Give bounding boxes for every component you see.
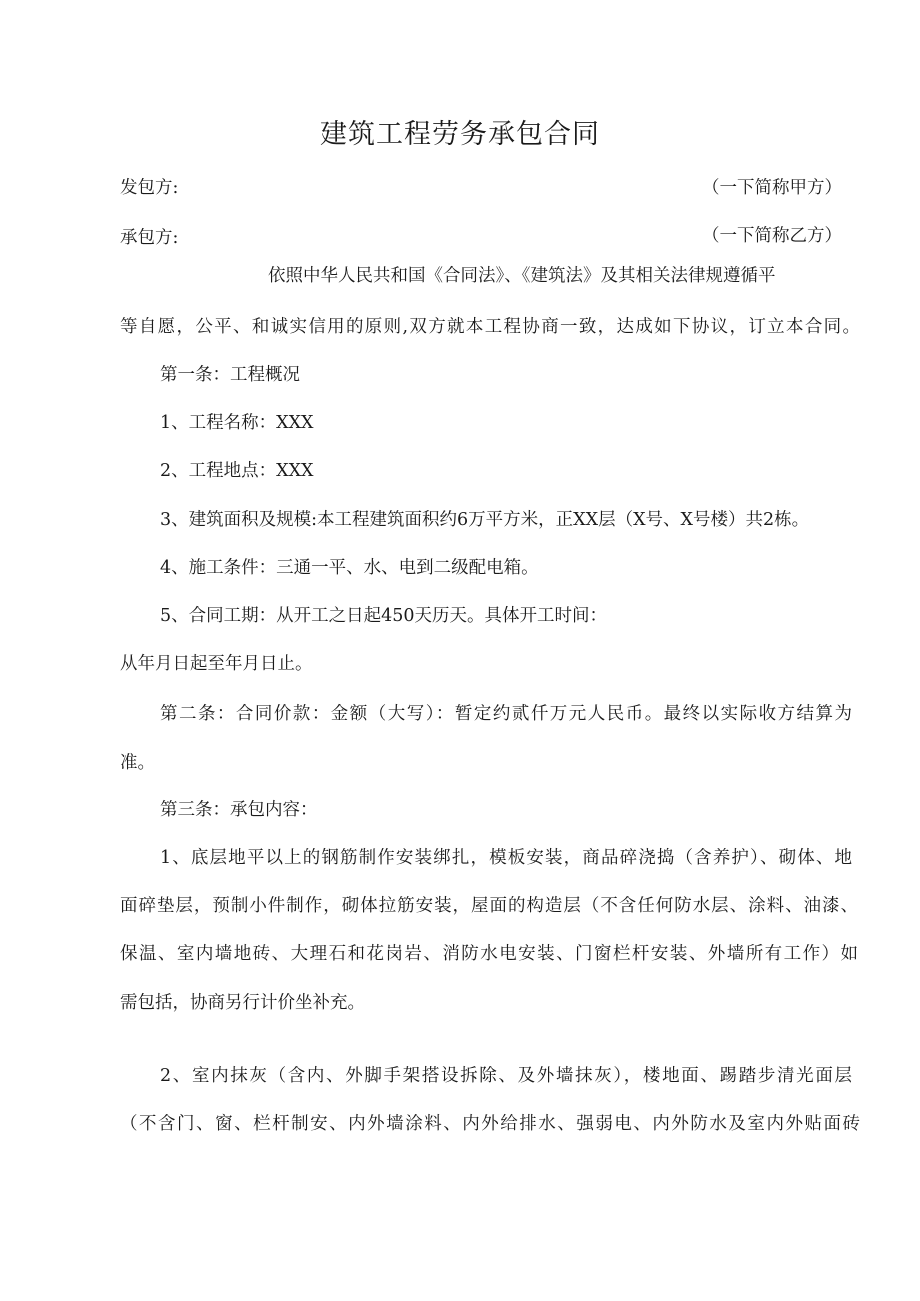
party-a-label: 发包方: [120,178,179,198]
party-a-note: （一下简称甲方） [702,178,842,198]
document-title: 建筑工程劳务承包合同 [320,119,600,150]
article-3-item-1-line-3: 保温、室内墙地砖、大理石和花岗岩、消防水电安装、门窗栏杆安装、外墙所有工作）如 [120,944,858,964]
article-3-item-2-line-1: 2、室内抹灰（含内、外脚手架搭设拆除、及外墙抹灰），楼地面、踢踏步清光面层 [160,1066,852,1086]
article-3-item-2-line-2: （不含门、窗、栏杆制安、内外墙涂料、内外给排水、强弱电、内外防水及室内外贴面砖 [120,1114,860,1134]
article-1-heading: 第一条：工程概况 [160,365,300,385]
article-3-item-1-line-4: 需包括，协商另行计价坐补充。 [120,993,365,1013]
article-1-item-1: 1、工程名称：XXX [160,413,314,433]
article-1-item-5-continued: 从年月日起至年月日止。 [120,654,313,674]
article-1-item-5: 5、合同工期：从开工之日起450天历天。具体开工时间： [160,606,608,626]
article-2-line-1: 第二条：合同价款：金额（大写）：暂定约贰仟万元人民币。最终以实际收方结算为 [160,704,852,724]
article-3-item-1-line-2: 面碎垫层，预制小件制作，砌体拉筋安装，屋面的构造层（不含任何防水层、涂料、油漆、 [120,896,858,916]
article-2-line-2: 准。 [120,753,155,773]
intro-line-1: 依照中华人民共和国《合同法》、《建筑法》及其相关法律规遵循平 [268,266,776,286]
article-1-item-3: 3、建筑面积及规模:本工程建筑面积约6万平方米，正XX层（X号、X号楼）共2栋。 [160,510,810,530]
party-b-note: （一下简称乙方） [702,226,842,246]
article-3-heading: 第三条：承包内容： [160,800,318,820]
intro-line-2: 等自愿，公平、和诚实信用的原则,双方就本工程协商一致，达成如下协议，订立本合同。 [120,317,860,337]
article-1-item-4: 4、施工条件：三通一平、水、电到二级配电箱。 [160,558,539,578]
party-b-label: 承包方: [120,228,179,248]
article-3-item-1-line-1: 1、底层地平以上的钢筋制作安装绑扎，模板安装，商品碎浇捣（含养护）、砌体、地 [160,848,852,868]
article-1-item-2: 2、工程地点：XXX [160,461,314,481]
